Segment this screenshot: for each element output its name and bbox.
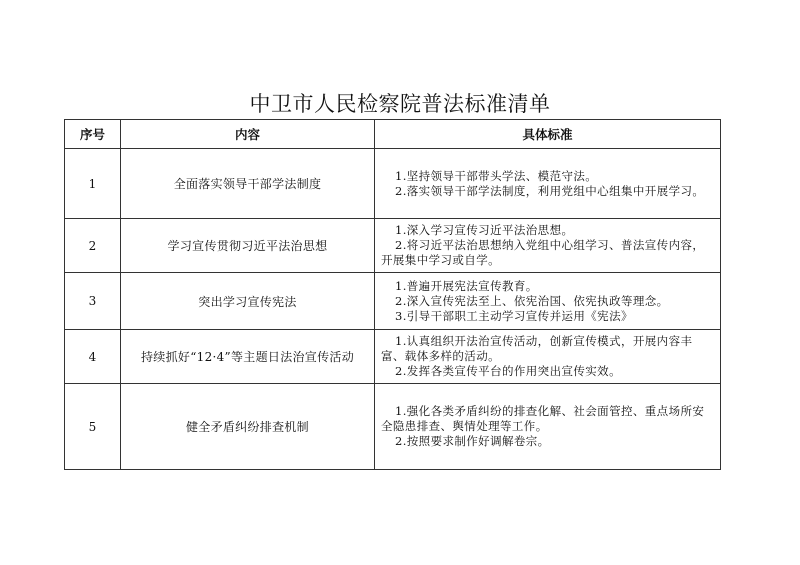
row-standard bbox=[375, 149, 721, 219]
row-content: 全面落实领导干部学法制度 bbox=[121, 149, 375, 219]
row-num: 1 bbox=[65, 149, 121, 219]
header-content: 内容 bbox=[121, 120, 375, 149]
standard-item: 1.普遍开展宪法宣传教育。 bbox=[395, 278, 538, 293]
standard-item: 2.将习近平法治思想纳入党组中心组学习、普法宣传内容，开展集中学习或自学。 bbox=[381, 238, 705, 267]
table-header-row bbox=[65, 120, 721, 149]
row-standard bbox=[375, 219, 721, 273]
row-content: 健全矛盾纠纷排查机制 bbox=[121, 384, 375, 470]
standard-item: 1.认真组织开法治宣传活动，创新宣传模式，开展内容丰富、载体多样的活动。 bbox=[381, 334, 693, 363]
table-row bbox=[65, 384, 721, 470]
row-num: 2 bbox=[65, 219, 121, 273]
table-row bbox=[65, 273, 721, 330]
header-standard: 具体标准 bbox=[375, 120, 721, 149]
standard-item: 2.按照要求制作好调解卷宗。 bbox=[395, 434, 550, 448]
standard-item: 2.发挥各类宣传平台的作用突出宣传实效。 bbox=[395, 364, 621, 378]
table-row bbox=[65, 219, 721, 273]
table-row bbox=[65, 149, 721, 219]
row-num: 5 bbox=[65, 384, 121, 470]
header-num: 序号 bbox=[65, 120, 121, 149]
row-num: 3 bbox=[65, 273, 121, 330]
standard-item: 1.深入学习宣传习近平法治思想。 bbox=[395, 223, 574, 237]
standard-item: 1.坚持领导干部带头学法、模范守法。 bbox=[395, 168, 598, 183]
standard-item: 1.强化各类矛盾纠纷的排查化解、社会面管控、重点场所安全隐患排查、舆情处理等工作。 bbox=[381, 404, 705, 433]
row-content: 突出学习宣传宪法 bbox=[121, 273, 375, 330]
row-content: 学习宣传贯彻习近平法治思想 bbox=[121, 219, 375, 273]
standard-item: 2.落实领导干部学法制度，利用党组中心组集中开展学习。 bbox=[395, 183, 705, 198]
standards-table bbox=[64, 119, 721, 470]
standard-item: 2.深入宣传宪法至上、依宪治国、依宪执政等理念。 bbox=[395, 293, 669, 308]
document-title: 中卫市人民检察院普法标准清单 bbox=[249, 92, 551, 116]
table-row bbox=[65, 330, 721, 384]
row-standard bbox=[375, 273, 721, 330]
row-standard bbox=[375, 330, 721, 384]
row-num: 4 bbox=[65, 330, 121, 384]
standard-item: 3.引导干部职工主动学习宣传并运用《宪法》 bbox=[395, 308, 633, 323]
row-standard bbox=[375, 384, 721, 470]
row-content: 持续抓好“12·4”等主题日法治宣传活动 bbox=[121, 330, 375, 384]
